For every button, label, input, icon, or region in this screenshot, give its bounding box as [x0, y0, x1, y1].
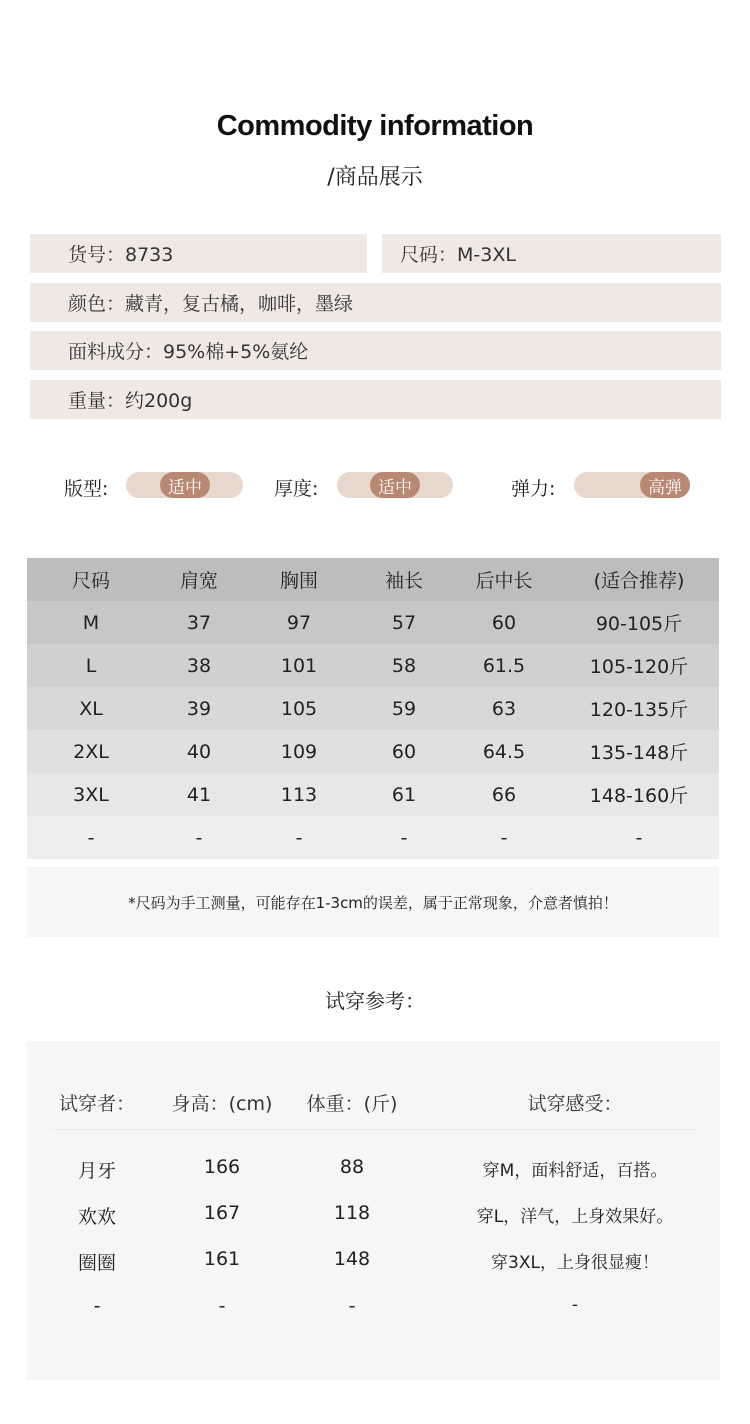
- size-table-row: [27, 601, 719, 644]
- weight-text: 重量：约200g: [68, 390, 193, 412]
- fit-value-chip: 适中: [160, 472, 210, 498]
- try-on-header-cell: 试穿感受：: [527, 1093, 623, 1115]
- thickness-label: 厚度:: [274, 478, 319, 500]
- fit-label: 版型:: [64, 478, 109, 500]
- size-table-cell: 101: [280, 654, 318, 677]
- try-on-cell: -: [348, 1295, 356, 1317]
- size-table-header-cell: 胸围: [279, 570, 318, 592]
- try-on-cell: 88: [339, 1156, 365, 1178]
- try-on-title: 试穿参考：: [325, 989, 425, 1013]
- size-table-cell: 37: [186, 611, 212, 634]
- size-table-cell: 39: [186, 697, 212, 720]
- size-table-cell: -: [87, 826, 95, 849]
- try-on-cell: 穿M，面料舒适，百搭。: [482, 1161, 668, 1181]
- size-table-cell: 57: [391, 611, 417, 634]
- page-title: Commodity information: [216, 110, 534, 142]
- try-on-header-cell: 身高：(cm): [171, 1093, 273, 1115]
- size-table-cell: 120-135斤: [589, 699, 689, 721]
- size-table-cell: 148-160斤: [589, 785, 689, 807]
- try-on-table: [27, 1041, 720, 1380]
- fabric-box: [30, 331, 721, 370]
- size-table-cell: 113: [280, 783, 318, 806]
- try-on-cell: 167: [203, 1202, 241, 1224]
- colors-box: [30, 283, 721, 322]
- elasticity-value-chip: 高弹: [640, 472, 690, 498]
- size-table-cell: -: [500, 826, 508, 849]
- size-table-header: [27, 558, 719, 601]
- size-table-cell: 58: [391, 654, 417, 677]
- try-on-header-cell: 体重：(斤): [306, 1093, 398, 1115]
- size-table-cell: 135-148斤: [589, 742, 689, 764]
- size-note: [27, 867, 719, 937]
- size-table-cell: -: [295, 826, 303, 849]
- try-on-row: [27, 1248, 720, 1274]
- size-table-header-cell: 后中长: [475, 570, 533, 592]
- size-table-header-cell: 尺码: [71, 570, 110, 592]
- size-table-cell: 105-120斤: [589, 656, 689, 678]
- size-table-cell: 64.5: [482, 740, 526, 763]
- size-table-cell: 109: [280, 740, 318, 763]
- size-table-cell: M: [82, 611, 100, 634]
- size-table-cell: 2XL: [73, 740, 109, 763]
- size-table-row: [27, 644, 719, 687]
- size-table-row: [27, 730, 719, 773]
- size-table-cell: -: [195, 826, 203, 849]
- try-on-header-row: [27, 1089, 720, 1115]
- size-table-cell: 60: [491, 611, 517, 634]
- try-on-row: [27, 1202, 720, 1228]
- size-table-row: [27, 773, 719, 816]
- colors-text: 颜色：藏青，复古橘，咖啡，墨绿: [68, 293, 354, 315]
- size-table-cell: 63: [491, 697, 517, 720]
- size-table-cell: -: [400, 826, 408, 849]
- size-table-cell: 97: [286, 611, 312, 634]
- size-table-cell: 105: [280, 697, 318, 720]
- fabric-text: 面料成分：95%棉+5%氨纶: [68, 341, 309, 363]
- size-table: [27, 558, 719, 859]
- size-table-cell: 90-105斤: [595, 613, 683, 635]
- try-on-cell: 166: [203, 1156, 241, 1178]
- size-table-cell: 60: [391, 740, 417, 763]
- try-on-row: [27, 1156, 720, 1182]
- size-note-text: *尺码为手工测量，可能存在1-3cm的误差，属于正常现象，介意者慎拍！: [128, 893, 618, 912]
- size-table-header-cell: 袖长: [384, 570, 423, 592]
- try-on-divider: [51, 1129, 699, 1130]
- size-table-cell: 41: [186, 783, 212, 806]
- size-table-cell: 3XL: [73, 783, 109, 806]
- page-subtitle: /商品展示: [327, 165, 423, 190]
- size-table-row: [27, 816, 719, 859]
- size-table-header-cell: 肩宽: [179, 570, 218, 592]
- try-on-cell: 穿L，洋气，上身效果好。: [476, 1207, 674, 1227]
- try-on-cell: -: [571, 1295, 579, 1315]
- size-table-cell: 66: [491, 783, 517, 806]
- size-table-cell: -: [635, 826, 643, 849]
- size-table-header-cell: (适合推荐): [593, 570, 685, 592]
- size-range-box: [382, 234, 721, 273]
- size-range-text: 尺码：M-3XL: [400, 244, 516, 266]
- try-on-cell: 欢欢: [77, 1206, 116, 1228]
- try-on-cell: 圈圈: [77, 1252, 116, 1274]
- try-on-header-cell: 试穿者：: [58, 1093, 135, 1115]
- try-on-cell: 148: [333, 1248, 371, 1270]
- try-on-cell: 穿3XL，上身很显瘦！: [491, 1253, 659, 1273]
- attributes-row: [0, 470, 750, 502]
- thickness-value-chip: 适中: [370, 472, 420, 498]
- size-table-cell: 61: [391, 783, 417, 806]
- item-number-text: 货号：8733: [68, 244, 174, 266]
- try-on-cell: 118: [333, 1202, 371, 1224]
- size-table-cell: 61.5: [482, 654, 526, 677]
- size-table-cell: 38: [186, 654, 212, 677]
- size-table-cell: L: [85, 654, 97, 677]
- try-on-row: [27, 1295, 720, 1321]
- weight-box: [30, 380, 721, 419]
- try-on-cell: 161: [203, 1248, 241, 1270]
- item-number-box: [30, 234, 367, 273]
- size-table-row: [27, 687, 719, 730]
- size-table-cell: 59: [391, 697, 417, 720]
- try-on-cell: -: [218, 1295, 226, 1317]
- size-table-cell: XL: [79, 697, 103, 720]
- try-on-cell: -: [93, 1295, 101, 1317]
- elasticity-label: 弹力:: [511, 478, 556, 500]
- size-table-cell: 40: [186, 740, 212, 763]
- try-on-cell: 月牙: [77, 1160, 116, 1182]
